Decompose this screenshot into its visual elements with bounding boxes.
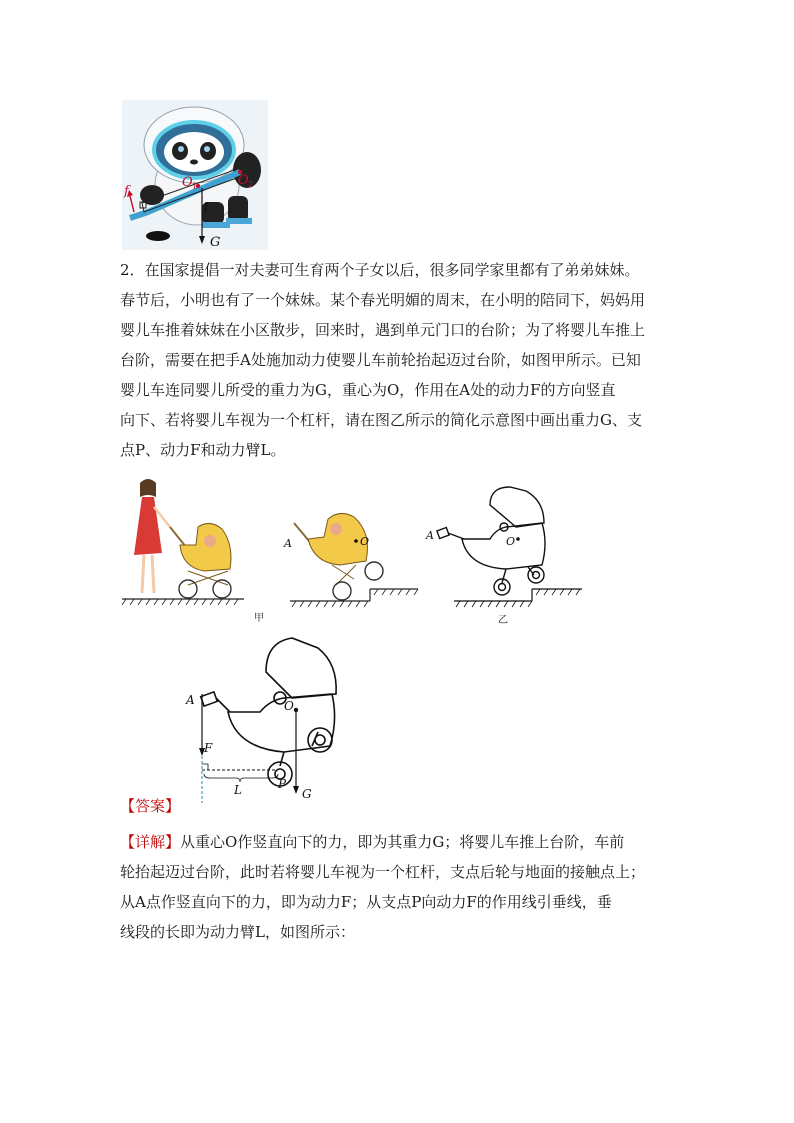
question-line-7: 点P、动力F和动力臂L。 — [120, 441, 286, 459]
answer-detail — [120, 827, 680, 947]
caption-jia: 甲 — [254, 613, 264, 624]
ans-label-a: A — [186, 693, 195, 707]
ans-label-p: P — [278, 777, 287, 791]
jia-point-o: O — [360, 535, 370, 548]
question-text — [120, 255, 680, 465]
detail-line-1: 【详解】从重心O作竖直向下的力，即为其重力G；将婴儿车推上台阶，车前 — [120, 833, 625, 851]
panel-mother-stroller — [122, 479, 244, 605]
ans-label-f: F — [204, 741, 213, 755]
jia-point-a: A — [284, 537, 292, 550]
question-line-2: 春节后，小明也有了一个妹妹。某个春光明媚的周末，在小明的陪同下，妈妈用 — [120, 291, 646, 309]
detail-label: 【详解】 — [120, 833, 181, 851]
ans-label-l: L — [234, 783, 242, 797]
detail-line-2: 轮抬起迈过台阶，此时若将婴儿车视为一个杠杆，支点后轮与地面的接触点上； — [120, 863, 646, 881]
answer-label: 【答案】 — [120, 797, 181, 815]
ans-label-o: O — [284, 699, 294, 713]
caption-yi: 乙 — [498, 615, 508, 625]
yi-point-o: O — [506, 535, 516, 548]
question-line-4: 台阶，需要在把手A处施加动力使婴儿车前轮抬起迈过台阶，如图甲所示。已知 — [120, 351, 641, 369]
label-g: G — [210, 235, 221, 250]
label-l: l — [204, 201, 209, 216]
label-o2: O — [238, 173, 249, 188]
mascot-lever-figure — [122, 100, 268, 250]
label-f: f — [124, 184, 129, 199]
question-line-1: 2．在国家提倡一对夫妻可生育两个子女以后，很多同学家里都有了弟弟妹妹。 — [120, 261, 640, 279]
question-line-3: 婴儿车推着妹妹在小区散步，回来时，遇到单元门口的台阶；为了将婴儿车推上 — [120, 321, 646, 339]
detail-line-3: 从A点作竖直向下的力，即为动力F；从支点P向动力F的作用线引垂线，垂 — [120, 893, 612, 911]
label-o1-sub: 1 — [192, 182, 198, 191]
answer-figure — [180, 628, 350, 803]
label-o1: O — [182, 175, 193, 190]
ans-label-g: G — [302, 787, 312, 801]
detail-line-4: 线段的长即为动力臂L，如图所示： — [120, 923, 355, 941]
label-o2-sub: 2 — [248, 180, 254, 189]
question-line-5: 婴儿车连同婴儿所受的重力为G，重心为O，作用在A处的动力F的方向竖直 — [120, 381, 616, 399]
question-line-6: 向下、若将婴儿车视为一个杠杆，请在图乙所示的简化示意图中画出重力G、支 — [120, 411, 642, 429]
panel-jia — [283, 513, 418, 607]
question-number: 2． — [120, 261, 145, 279]
stroller-figures — [118, 475, 588, 625]
yi-point-a: A — [426, 529, 434, 542]
